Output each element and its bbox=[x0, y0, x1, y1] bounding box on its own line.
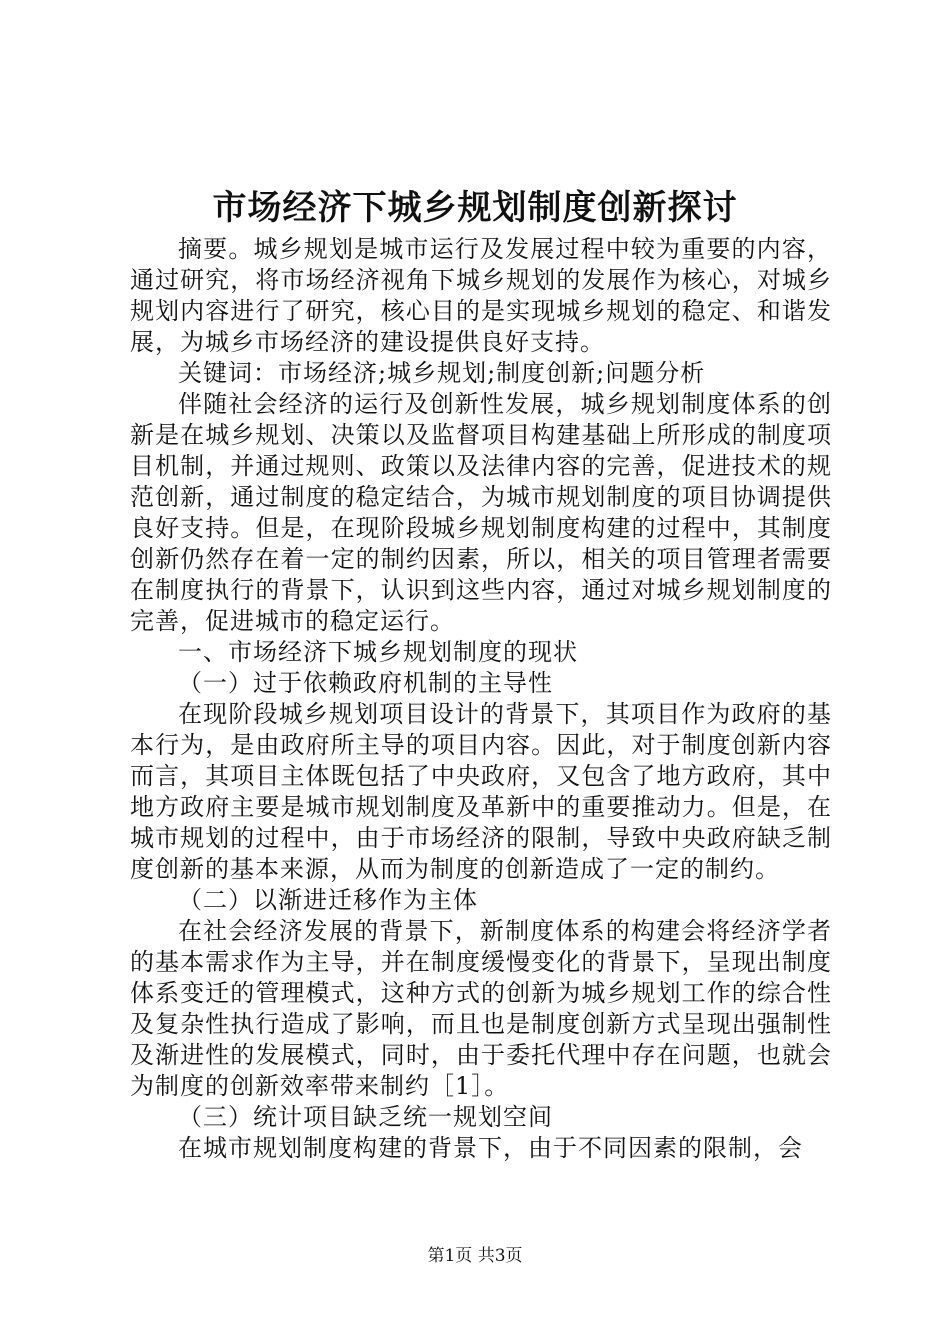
section-heading-1: 一、市场经济下城乡规划制度的现状 bbox=[178, 638, 578, 666]
keywords-line: 关键词：市场经济;城乡规划;制度创新;问题分析 bbox=[178, 359, 706, 387]
document-title: 市场经济下城乡规划制度创新探讨 bbox=[212, 188, 738, 228]
document-body bbox=[130, 234, 832, 1164]
subsection-heading-1: （一）过于依赖政府机制的主导性 bbox=[178, 669, 553, 697]
page-number-footer: 第1页 共3页 bbox=[427, 1246, 523, 1266]
body-paragraph: 在城市规划制度构建的背景下，由于不同因素的限制，会 bbox=[178, 1134, 803, 1162]
intro-paragraph: 伴随社会经济的运行及创新性发展，城乡规划制度体系的创新是在城乡规划、决策以及监督项目构建基础上所形成的制度项目机制，并通过规则、政策以及法律内容的完善，促进技术的规范创新，通过制度的稳定结合，为城市规划制度的项目协调提供良好支持。但是，在现阶段城乡规划制度构建的过程中，其制度创新仍然存在着一定的制约因素，所以，相关的项目管理者需要在制度执行的背景下，认识到这些内容，通过对城乡规划制度的完善，促进城市的稳定运行。 bbox=[130, 390, 832, 635]
abstract-paragraph: 摘要。城乡规划是城市运行及发展过程中较为重要的内容，通过研究，将市场经济视角下城乡规划的发展作为核心，对城乡规划内容进行了研究，核心目的是实现城乡规划的稳定、和谐发展，为城乡市场经济的建设提供良好支持。 bbox=[130, 235, 832, 356]
subsection-heading-2: （二）以渐进迁移作为主体 bbox=[178, 886, 478, 914]
body-paragraph: 在社会经济发展的背景下，新制度体系的构建会将经济学者的基本需求作为主导，并在制度缓慢变化的背景下，呈现出制度体系变迁的管理模式，这种方式的创新为城乡规划工作的综合性及复杂性执行造成了影响，而且也是制度创新方式呈现出强制性及渐进性的发展模式，同时，由于委托代理中存在问题，也就会为制度的创新效率带来制约［1］。 bbox=[130, 917, 832, 1100]
subsection-heading-3: （三）统计项目缺乏统一规划空间 bbox=[178, 1103, 553, 1131]
body-paragraph: 在现阶段城乡规划项目设计的背景下，其项目作为政府的基本行为，是由政府所主导的项目内容。因此，对于制度创新内容而言，其项目主体既包括了中央政府，又包含了地方政府，其中地方政府主要是城市规划制度及革新中的重要推动力。但是，在城市规划的过程中，由于市场经济的限制，导致中央政府缺乏制度创新的基本来源，从而为制度的创新造成了一定的制约。 bbox=[130, 700, 832, 883]
